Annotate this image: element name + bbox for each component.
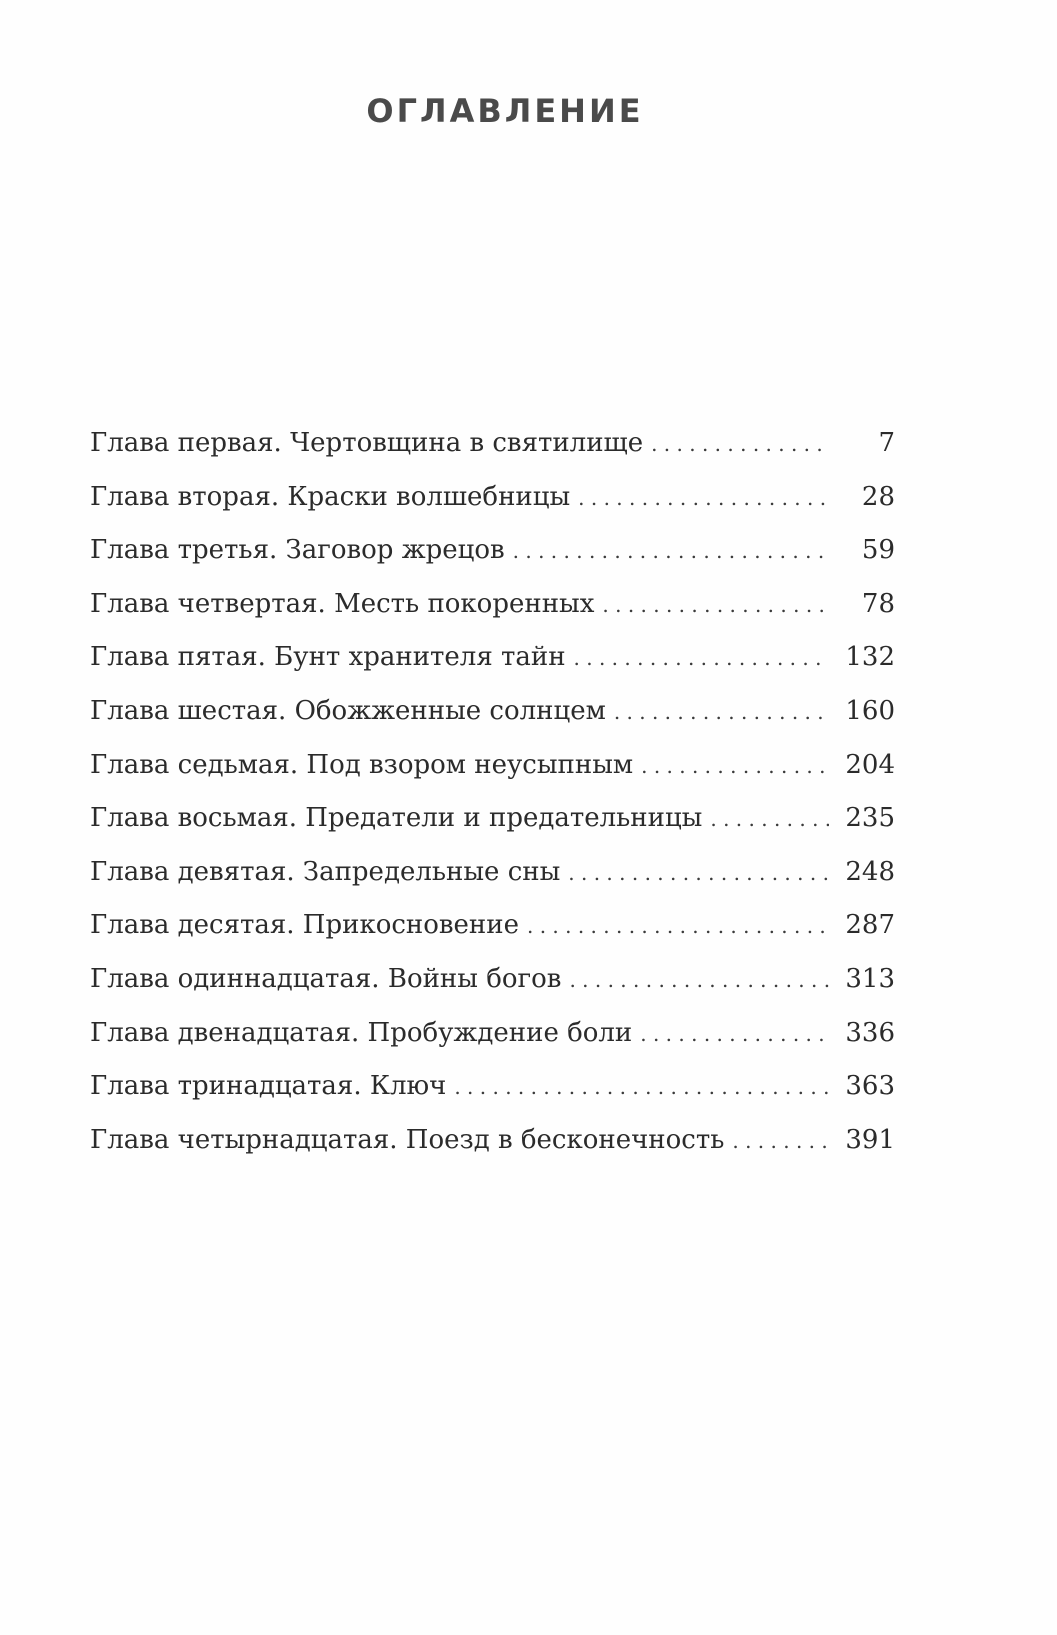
toc-page-number: 313 xyxy=(845,963,895,994)
toc-entry-title: Глава тринадцатая. Ключ xyxy=(90,1071,447,1102)
toc-dot-leader xyxy=(454,1075,829,1099)
toc-dot-leader xyxy=(513,539,829,563)
toc-entry xyxy=(90,1018,895,1072)
toc-page-number: 78 xyxy=(861,588,895,619)
toc-page-number: 336 xyxy=(845,1017,895,1048)
toc-page-number: 160 xyxy=(845,695,895,726)
toc-entry xyxy=(90,482,895,536)
toc-entry xyxy=(90,642,895,696)
toc-entry-title: Глава девятая. Запредельные сны xyxy=(90,856,561,887)
toc-entry-title: Глава восьмая. Предатели и предательницы xyxy=(90,803,703,834)
toc-dot-leader xyxy=(614,700,829,724)
table-of-contents xyxy=(90,428,895,1178)
toc-entry xyxy=(90,803,895,857)
toc-entry-title: Глава четырнадцатая. Поезд в бесконечность xyxy=(90,1124,725,1155)
toc-entry xyxy=(90,535,895,589)
toc-entry-title: Глава четвертая. Месть покоренных xyxy=(90,588,595,619)
toc-dot-leader xyxy=(732,1129,829,1153)
toc-page-number: 287 xyxy=(845,910,895,941)
toc-page-number: 363 xyxy=(845,1071,895,1102)
toc-entry-title: Глава двенадцатая. Пробуждение боли xyxy=(90,1017,633,1048)
toc-dot-leader xyxy=(568,861,829,885)
toc-entry xyxy=(90,857,895,911)
toc-entry xyxy=(90,696,895,750)
toc-entry xyxy=(90,1071,895,1125)
toc-dot-leader xyxy=(578,486,829,510)
toc-entry-title: Глава шестая. Обожженные солнцем xyxy=(90,695,606,726)
toc-page-number: 391 xyxy=(845,1124,895,1155)
toc-dot-leader xyxy=(710,807,829,831)
toc-entry-title: Глава десятая. Прикосновение xyxy=(90,910,519,941)
toc-page-number: 28 xyxy=(861,481,895,512)
toc-dot-leader xyxy=(569,968,829,992)
toc-page-number: 132 xyxy=(845,642,895,673)
toc-dot-leader xyxy=(602,593,829,617)
toc-entry xyxy=(90,910,895,964)
toc-entry-title: Глава пятая. Бунт хранителя тайн xyxy=(90,642,566,673)
toc-page-number: 204 xyxy=(845,749,895,780)
toc-entry xyxy=(90,589,895,643)
page-title: ОГЛАВЛЕНИЕ xyxy=(366,92,644,130)
toc-entry-title: Глава одиннадцатая. Войны богов xyxy=(90,963,562,994)
toc-page-number: 59 xyxy=(861,535,895,566)
toc-entry xyxy=(90,750,895,804)
toc-entry-title: Глава третья. Заговор жрецов xyxy=(90,535,505,566)
toc-entry xyxy=(90,1125,895,1179)
toc-page-number: 235 xyxy=(845,803,895,834)
toc-entry xyxy=(90,428,895,482)
toc-page-number: 248 xyxy=(845,856,895,887)
toc-page-number: 7 xyxy=(878,428,895,458)
toc-dot-leader xyxy=(640,1022,829,1046)
toc-dot-leader xyxy=(641,754,829,778)
toc-dot-leader xyxy=(651,432,829,456)
toc-entry-title: Глава первая. Чертовщина в святилище xyxy=(90,428,644,458)
toc-entry-title: Глава седьмая. Под взором неусыпным xyxy=(90,749,634,780)
toc-entry-title: Глава вторая. Краски волшебницы xyxy=(90,481,571,512)
toc-entry xyxy=(90,964,895,1018)
toc-dot-leader xyxy=(574,646,829,670)
toc-dot-leader xyxy=(527,914,829,938)
